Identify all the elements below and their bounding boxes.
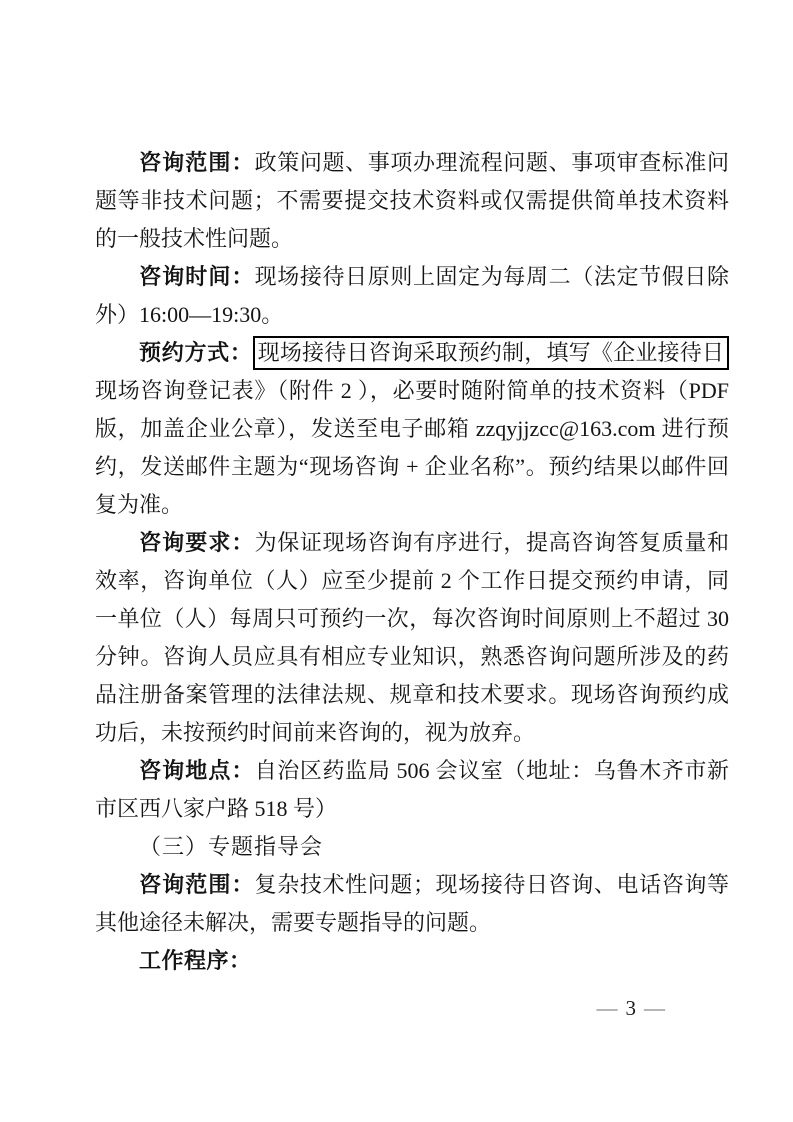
paragraph-consult-location bbox=[95, 752, 729, 828]
paragraph-label: 预约方式： bbox=[139, 340, 253, 365]
paragraph-label: 咨询范围： bbox=[139, 872, 255, 897]
paragraph-consult-scope-2 bbox=[95, 866, 729, 942]
paragraph-text: 自治区药监局 506 会议室（地址：乌鲁木齐市新市区西八家户路 518 号） bbox=[95, 758, 729, 821]
paragraph-label: 咨询要求： bbox=[139, 530, 255, 555]
paragraph-work-procedure bbox=[95, 942, 729, 980]
paragraph-text: 为保证现场咨询有序进行，提高咨询答复质量和效率，咨询单位（人）应至少提前 2 个工作日提交预约申请，同一单位（人）每周只可预约一次，每次咨询时间原则上不超过 30 分钟。咨询人员应具有相应专业知识，熟悉咨询问题所涉及的药品注册备案管理的法律法规、规章和技术要求。现场咨询预约成功后，未按预约时间前来咨询的，视为放弃。 bbox=[95, 530, 729, 745]
paragraph-text: 复杂技术性问题；现场接待日咨询、电话咨询等其他途径未解决，需要专题指导的问题。 bbox=[95, 872, 729, 935]
paragraph-booking-method bbox=[95, 334, 729, 524]
page-footer bbox=[597, 996, 668, 1020]
page-number: 3 bbox=[625, 996, 638, 1020]
paragraph-text: 现场咨询登记表》（附件 2 ），必要时随附简单的技术资料（PDF 版，加盖企业公章），发送至电子邮箱 zzqyjjzcc@163.com 进行预约，发送邮件主题为“现场咨询 + 企业名称”。预约结果以邮件回复为准。 bbox=[95, 378, 729, 517]
paragraph-label: 咨询地点： bbox=[139, 758, 255, 783]
footer-dash-left: — bbox=[596, 996, 620, 1020]
paragraph-consult-time bbox=[95, 258, 729, 334]
paragraph-consult-scope bbox=[95, 144, 729, 258]
paragraph-label: 工作程序： bbox=[139, 948, 252, 973]
paragraph-consult-requirements bbox=[95, 524, 729, 752]
document-body bbox=[95, 144, 729, 980]
paragraph-text: 政策问题、事项办理流程问题、事项审查标准问题等非技术问题；不需要提交技术资料或仅需提供简单技术资料的一般技术性问题。 bbox=[95, 150, 729, 251]
paragraph-label: 咨询时间： bbox=[139, 264, 255, 289]
section-heading-special-guidance: （三）专题指导会 bbox=[139, 834, 324, 859]
annotation-highlight-box: 现场接待日咨询采取预约制，填写《企业接待日 bbox=[253, 336, 729, 370]
paragraph-text: 现场接待日原则上固定为每周二（法定节假日除外）16:00—19:30。 bbox=[95, 264, 729, 327]
footer-dash-right: — bbox=[644, 996, 667, 1020]
paragraph-label: 咨询范围： bbox=[139, 150, 255, 175]
